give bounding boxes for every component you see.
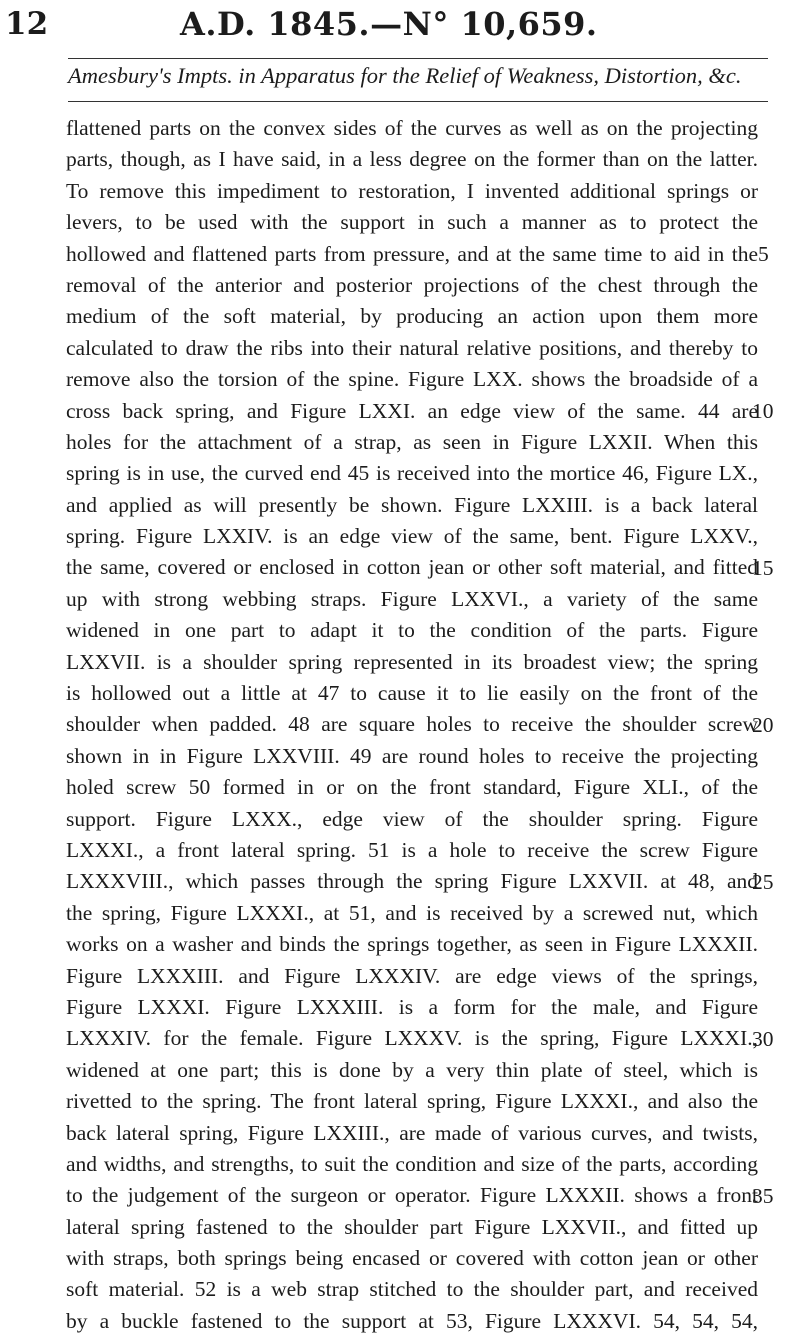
text-line: the same, covered or enclosed in cotton jean or other soft material, and fitted (66, 555, 758, 580)
text-line: To remove this impediment to restoration, I invented additional springs or (66, 178, 758, 203)
text-line: hollowed and flattened parts from pressure, and at the same time to aid in the (66, 241, 758, 266)
text-line: widened in one part to adapt it to the condition of the parts. Figure (66, 618, 758, 643)
text-line: calculated to draw the ribs into their natural relative positions, and thereby to (66, 335, 758, 360)
text-line: Figure LXXXIII. and Figure LXXXIV. are edge views of the springs, (66, 963, 758, 988)
text-line: holes for the attachment of a strap, as seen in Figure LXXII. When this (66, 429, 758, 454)
text-line: flattened parts on the convex sides of the curves as well as on the projecting (66, 116, 758, 140)
margin-line-number: 10 (752, 398, 774, 423)
text-line: back lateral spring, Figure LXXIII., are made of various curves, and twists, (66, 1120, 758, 1145)
text-line: LXXVII. is a shoulder spring represented in its broadest view; the spring (66, 649, 758, 674)
text-line: remove also the torsion of the spine. Figure LXX. shows the broadside of a (66, 367, 758, 392)
text-line: LXXXIV. for the female. Figure LXXXV. is the spring, Figure LXXXI., (66, 1026, 758, 1051)
text-line: spring is in use, the curved end 45 is received into the mortice 46, Figure LX., (66, 461, 758, 486)
page-number: 12 (5, 6, 49, 42)
margin-line-number: 5 (758, 241, 769, 266)
text-line: rivetted to the spring. The front lateral spring, Figure LXXXI., and also the (66, 1089, 758, 1114)
text-line: Figure LXXXI. Figure LXXXIII. is a form for the male, and Figure (66, 994, 758, 1019)
text-line: support. Figure LXXX., edge view of the shoulder spring. Figure (66, 806, 758, 831)
text-line: LXXXI., a front lateral spring. 51 is a hole to receive the screw Figure (66, 837, 758, 862)
body-text (66, 113, 758, 1337)
margin-line-number: 30 (752, 1026, 774, 1051)
text-line: removal of the anterior and posterior projections of the chest through the (66, 272, 758, 297)
margin-line-number: 35 (752, 1183, 774, 1208)
running-head: Amesbury's Impts. in Apparatus for the Relief of Weakness, Distortion, &c. (68, 63, 742, 88)
header-rule-bottom (68, 101, 768, 102)
text-line: lateral spring fastened to the shoulder part Figure LXXVII., and fitted up (66, 1214, 758, 1239)
text-line: by a buckle fastened to the support at 53, Figure LXXXVI. 54, 54, 54, (66, 1308, 758, 1333)
margin-line-number: 25 (752, 869, 774, 894)
text-line: with straps, both springs being encased or covered with cotton jean or other (66, 1246, 758, 1271)
text-line: soft material. 52 is a web strap stitched to the shoulder part, and received (66, 1277, 758, 1302)
text-line: to the judgement of the surgeon or operator. Figure LXXXII. shows a front (66, 1183, 758, 1208)
text-line: parts, though, as I have said, in a less degree on the former than on the latter. (66, 147, 758, 172)
margin-line-number: 15 (752, 555, 774, 580)
text-line: up with strong webbing straps. Figure LXXVI., a variety of the same (66, 586, 758, 611)
text-line: widened at one part; this is done by a very thin plate of steel, which is (66, 1057, 758, 1082)
text-line: is hollowed out a little at 47 to cause it to lie easily on the front of the (66, 681, 758, 706)
text-line: the spring, Figure LXXXI., at 51, and is received by a screwed nut, which (66, 900, 758, 925)
text-line: and applied as will presently be shown. Figure LXXIII. is a back lateral (66, 492, 758, 517)
header-rule-top (68, 58, 768, 59)
text-line: spring. Figure LXXIV. is an edge view of the same, bent. Figure LXXV., (66, 524, 758, 549)
text-line: shown in in Figure LXXVIII. 49 are round holes to receive the projecting (66, 743, 758, 768)
text-line: holed screw 50 formed in or on the front standard, Figure XLI., of the (66, 775, 758, 800)
text-line: shoulder when padded. 48 are square holes to receive the shoulder screw (66, 712, 758, 737)
text-line: levers, to be used with the support in such a manner as to protect the (66, 210, 758, 235)
patent-title: A.D. 1845.—N° 10,659. (180, 5, 598, 43)
text-line: and widths, and strengths, to suit the condition and size of the parts, according (66, 1151, 758, 1176)
margin-line-number: 20 (752, 712, 774, 737)
text-line: medium of the soft material, by producing an action upon them more (66, 304, 758, 329)
text-line: cross back spring, and Figure LXXI. an edge view of the same. 44 are (66, 398, 758, 423)
text-line: LXXXVIII., which passes through the spring Figure LXXVII. at 48, and (66, 869, 758, 894)
text-line: works on a washer and binds the springs together, as seen in Figure LXXXII. (66, 932, 758, 957)
